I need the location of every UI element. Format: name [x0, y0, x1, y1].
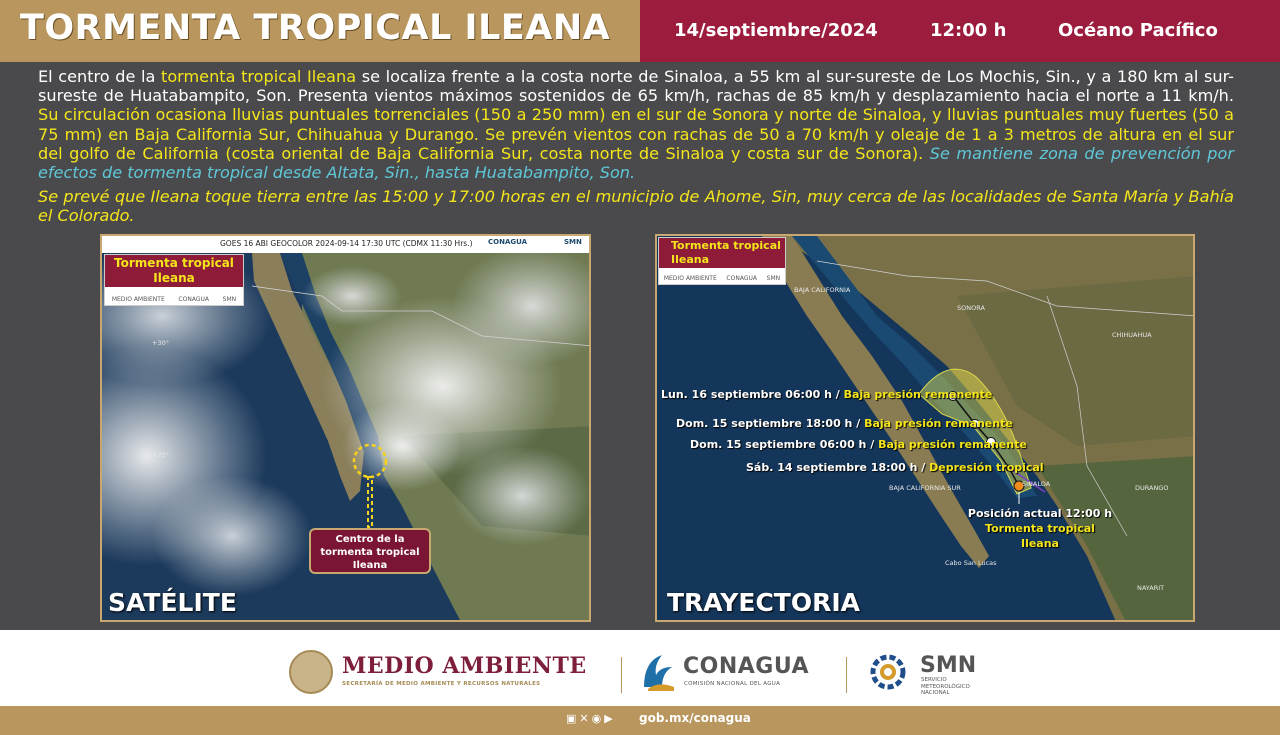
- forecast-point-status: Baja presión remanente: [864, 417, 1013, 430]
- smn-subtitle-line: NACIONAL: [921, 690, 950, 696]
- conagua-logo: CONAGUA: [178, 296, 209, 303]
- forecast-point-status: Baja presión remanente: [843, 388, 993, 401]
- trajectory-map: [655, 234, 1195, 622]
- page-title: TORMENTA TROPICAL ILEANA: [20, 8, 611, 48]
- bulletin-paragraph-1: [38, 67, 1234, 182]
- smn-subtitle: [921, 677, 970, 697]
- forecast-point-time: Lun. 16 septiembre 06:00 h /: [661, 388, 844, 401]
- bulletin-location: se localiza frente a la costa norte de Sinaloa, a 55 km al sur-sureste de Los Mochis, Sin., y a 180 km al sur-sureste de Huatabampito, Son. Presenta vientos máximos sostenidos de 65 km/h, rachas de 85 km/h y desplazamiento hacia el norte a 11 km/h.: [38, 67, 1234, 106]
- map-label-baja-california: BAJA CALIFORNIA: [794, 286, 851, 294]
- satellite-image: [100, 234, 591, 622]
- youtube-icon[interactable]: ▶: [604, 712, 613, 725]
- forecast-point-label: [661, 388, 992, 401]
- smn-subtitle-line: METEOROLÓGICO: [921, 683, 970, 690]
- bulletin-intro: El centro de la: [38, 67, 162, 86]
- satellite-storm-badge: [104, 254, 244, 306]
- conagua-title: CONAGUA: [683, 654, 810, 679]
- conagua-icon: [640, 651, 676, 693]
- forecast-point-status: Depresión tropical: [929, 461, 1044, 474]
- facebook-icon[interactable]: ▣: [566, 712, 577, 725]
- smn-logo: SMN: [222, 296, 237, 303]
- bulletin-rain-forecast: Su circulación ocasiona lluvias puntuales torrenciales (150 a 250 mm) en el sur de Sonora y norte de Sinaloa, y lluvias puntuales muy fuertes (50 a 75 mm) en Baja California Sur, Chihuahua y Durango. Se prevén vientos con rachas de 50 a 70 km/h y oleaje de 1 a 3 metros de altura en el sur del golfo de California (costa oriental de Baja California Sur, costa norte de Sinaloa y costa sur de Sonora).: [38, 105, 1234, 163]
- trajectory-storm-badge: [658, 237, 786, 285]
- forecast-point-label: [690, 438, 1027, 451]
- current-position-status: Tormenta tropical Ileana: [985, 522, 1095, 550]
- current-position-label: [965, 506, 1115, 551]
- goes-caption: GOES 16 ABI GEOCOLOR 2024-09-14 17:30 UTC (CDMX 11:30 Hrs.): [220, 239, 473, 248]
- latitude-30-label: +30°: [152, 339, 169, 347]
- forecast-point-label: [746, 461, 1044, 474]
- map-label-sonora: SONORA: [957, 304, 985, 312]
- map-label-chihuahua: CHIHUAHUA: [1112, 331, 1152, 339]
- smn-logo: SMN: [766, 275, 781, 282]
- trajectory-badge-title: Tormenta tropical Ileana: [659, 238, 785, 268]
- trajectory-badge-logos: [659, 275, 785, 282]
- satellite-panel-label: SATÉLITE: [108, 588, 237, 617]
- conagua-subtitle: COMISIÓN NACIONAL DEL AGUA: [684, 681, 781, 687]
- conagua-website-link[interactable]: gob.mx/conagua: [639, 711, 751, 725]
- bulletin-date: 14/septiembre/2024: [674, 20, 878, 41]
- map-label-cabo: Cabo San Lucas: [945, 559, 997, 567]
- map-label-nayarit: NAYARIT: [1137, 584, 1165, 592]
- storm-name-highlight: tormenta tropical Ileana: [161, 67, 357, 86]
- bulletin-landfall: Se prevé que Ileana toque tierra entre las 15:00 y 17:00 horas en el municipio de Ahome, Sin, muy cerca de las localidades de Santa María y Bahía el Colorado.: [38, 187, 1234, 226]
- latitude-25-label: +25°: [152, 451, 169, 459]
- goes-smn-logo: SMN: [564, 238, 582, 246]
- trajectory-panel-label: TRAYECTORIA: [667, 588, 860, 617]
- current-position-time: Posición actual 12:00 h: [967, 507, 1113, 520]
- forecast-point-time: Dom. 15 septiembre 18:00 h /: [676, 417, 865, 430]
- satellite-badge-logos: [105, 296, 243, 303]
- map-label-baja-california-sur: BAJA CALIFORNIA SUR: [889, 484, 961, 492]
- forecast-point-label: [676, 417, 1013, 430]
- mexico-seal-icon: [289, 650, 333, 694]
- instagram-icon[interactable]: ◉: [591, 712, 602, 725]
- x-icon[interactable]: ✕: [579, 712, 589, 725]
- forecast-point-time: Dom. 15 septiembre 06:00 h /: [690, 438, 879, 451]
- forecast-point-status: Baja presión remanente: [878, 438, 1027, 451]
- medio-ambiente-logo: MEDIO AMBIENTE: [663, 275, 717, 282]
- goes-conagua-logo: CONAGUA: [488, 238, 527, 246]
- storm-center-callout: Centro de la tormenta tropical Ileana: [309, 528, 431, 574]
- medio-ambiente-title: MEDIO AMBIENTE: [342, 653, 587, 679]
- map-label-durango: DURANGO: [1135, 484, 1169, 492]
- footer-divider: [621, 657, 622, 693]
- bulletin-prevention-zone: Se mantiene zona de prevención por efectos de tormenta tropical desde Altata, Sin., hasta Huatabampito, Son.: [38, 143, 1234, 183]
- ocean-label: Océano Pacífico: [1058, 20, 1218, 41]
- smn-icon: [868, 652, 914, 692]
- medio-ambiente-logo: MEDIO AMBIENTE: [111, 296, 165, 303]
- bulletin-time: 12:00 h: [930, 20, 1007, 41]
- map-label-sinaloa: SINALOA: [1022, 480, 1051, 488]
- smn-title: SMN: [920, 653, 977, 678]
- social-icons: [566, 712, 616, 725]
- footer-divider: [846, 657, 847, 693]
- smn-subtitle-line: SERVICIO: [921, 677, 947, 683]
- medio-ambiente-subtitle: SECRETARÍA DE MEDIO AMBIENTE Y RECURSOS NATURALES: [342, 681, 541, 687]
- forecast-point-time: Sáb. 14 septiembre 18:00 h /: [746, 461, 930, 474]
- satellite-badge-title: Tormenta tropical Ileana: [105, 255, 243, 287]
- conagua-logo: CONAGUA: [726, 275, 757, 282]
